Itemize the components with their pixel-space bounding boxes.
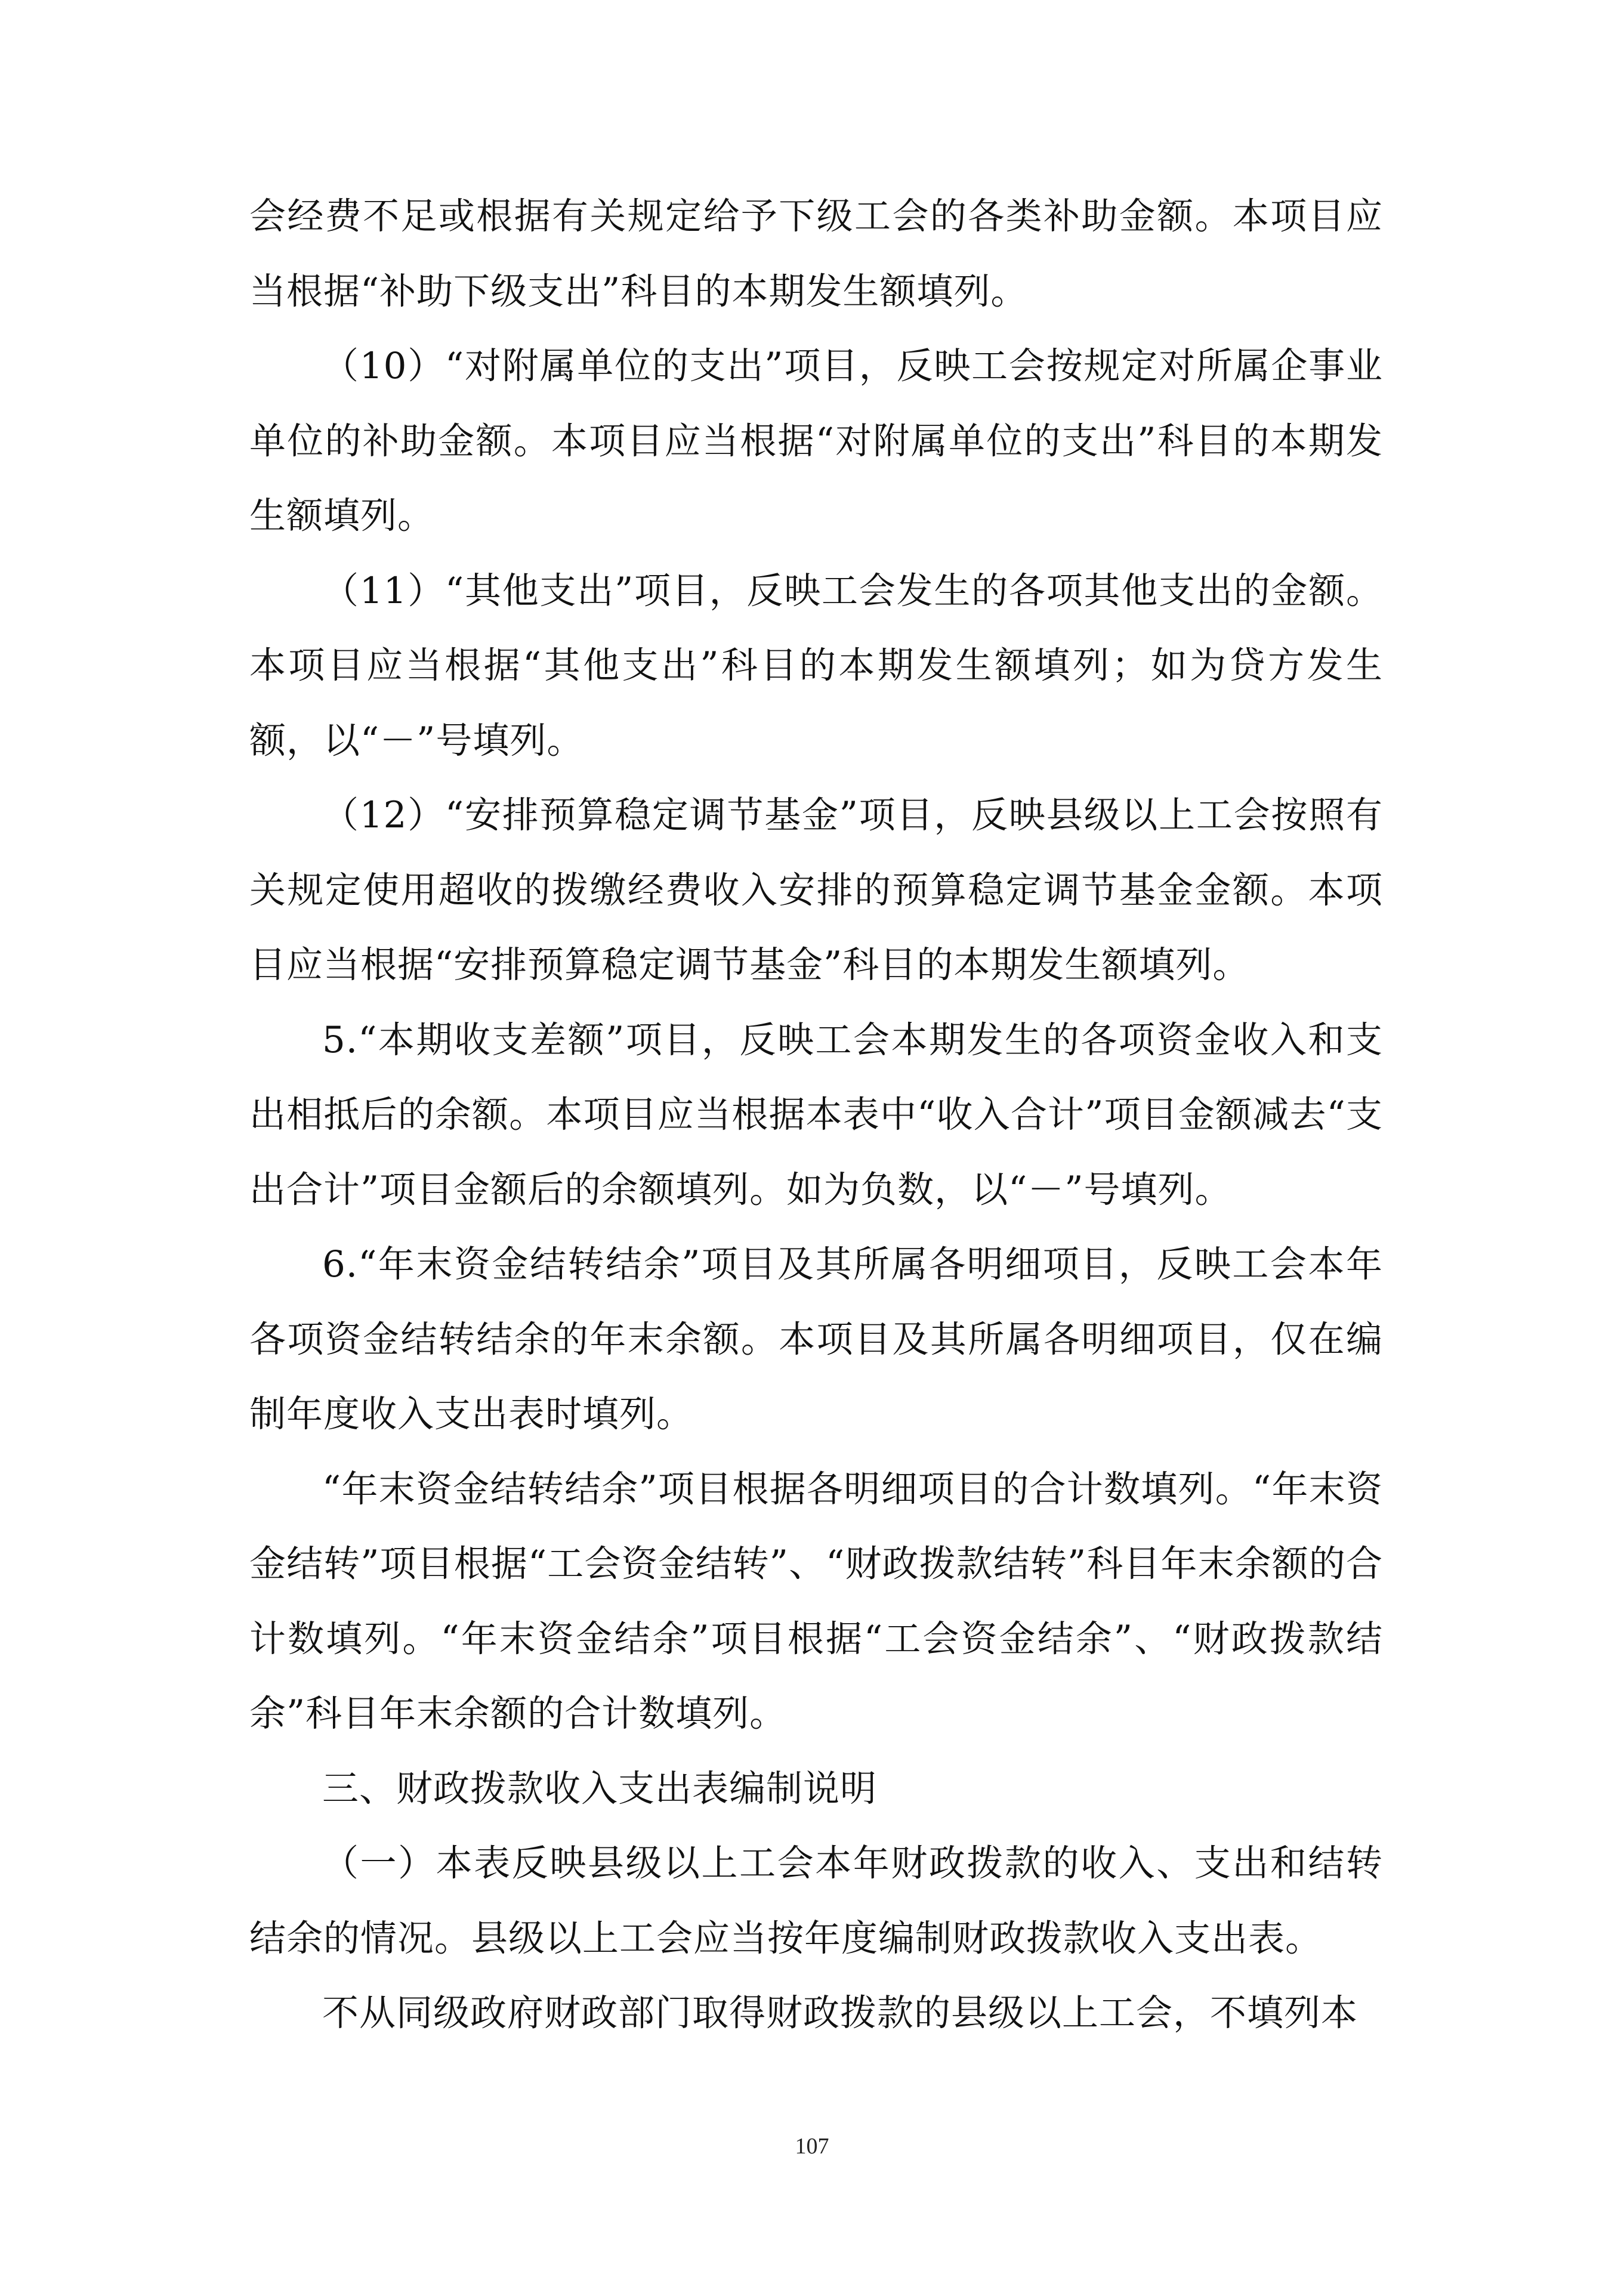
paragraph-item-6: 6.“年末资金结转结余”项目及其所属各明细项目，反映工会本年各项资金结转结余的年末余额。本项目及其所属各明细项目，仅在编制年度收入支出表时填列。 <box>249 1243 1383 1435</box>
page-number: 107 <box>795 2134 829 2159</box>
paragraph-section-3-2: 不从同级政府财政部门取得财政拨款的县级以上工会，不填列本 <box>322 1992 1359 2034</box>
paragraph-section-3-1: （一）本表反映县级以上工会本年财政拨款的收入、支出和结转结余的情况。县级以上工会应当按年度编制财政拨款收入支出表。 <box>249 1842 1383 1960</box>
paragraph-item-10: （10）“对附属单位的支出”项目，反映工会按规定对所属企事业单位的补助金额。本项目应当根据“对附属单位的支出”科目的本期发生额填列。 <box>249 345 1383 537</box>
section-heading-3: 三、财政拨款收入支出表编制说明 <box>322 1767 878 1810</box>
paragraph-item-11: （11）“其他支出”项目，反映工会发生的各项其他支出的金额。本项目应当根据“其他支出”科目的本期发生额填列；如为贷方发生额，以“－”号填列。 <box>249 569 1383 762</box>
paragraph-item-5: 5.“本期收支差额”项目，反映工会本期发生的各项资金收入和支出相抵后的余额。本项目应当根据本表中“收入合计”项目金额减去“支出合计”项目金额后的余额填列。如为负数，以“－”号填列。 <box>249 1018 1383 1211</box>
paragraph-item-12: （12）“安排预算稳定调节基金”项目，反映县级以上工会按照有关规定使用超收的拨缴经费收入安排的预算稳定调节基金金额。本项目应当根据“安排预算稳定调节基金”科目的本期发生额填列。 <box>249 794 1383 986</box>
paragraph-item-6-detail: “年末资金结转结余”项目根据各明细项目的合计数填列。“年末资金结转”项目根据“工会资金结转”、“财政拨款结转”科目年末余额的合计数填列。“年末资金结余”项目根据“工会资金结余”、“财政拨款结余”科目年末余额的合计数填列。 <box>249 1467 1383 1735</box>
paragraph-continued: 会经费不足或根据有关规定给予下级工会的各类补助金额。本项目应当根据“补助下级支出”科目的本期发生额填列。 <box>249 195 1383 313</box>
page-body <box>249 179 1383 2051</box>
